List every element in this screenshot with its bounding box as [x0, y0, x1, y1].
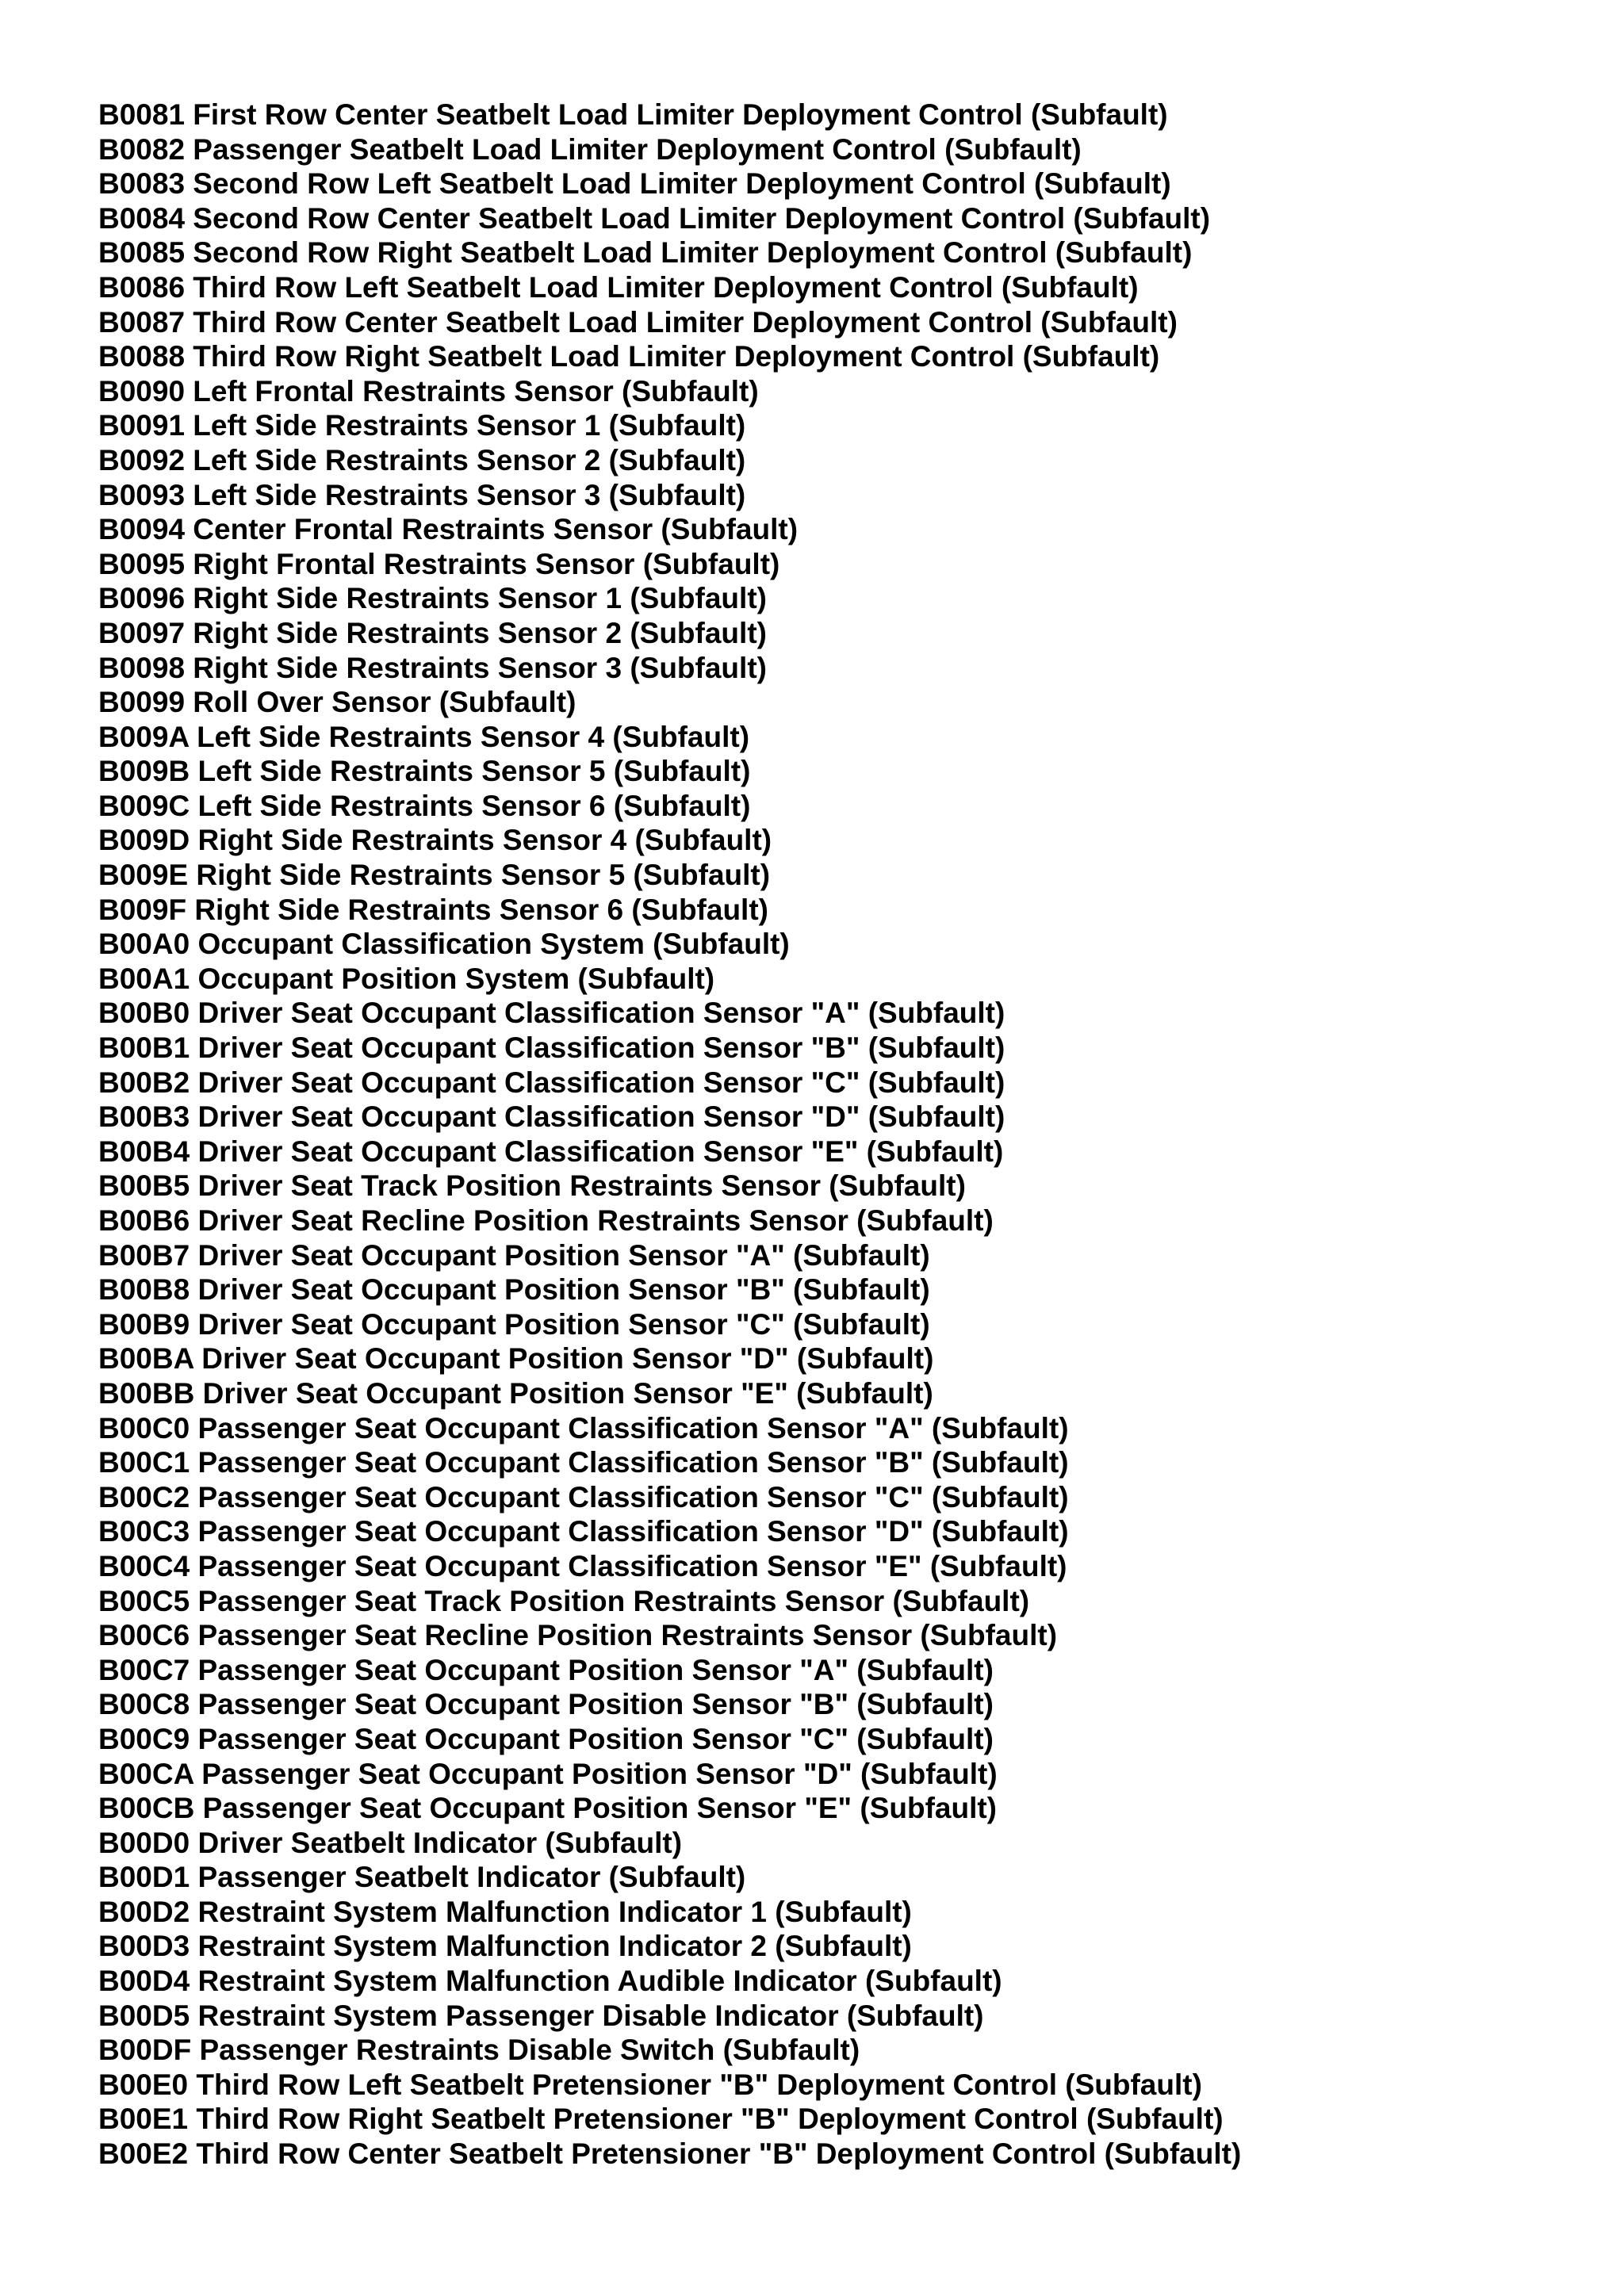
fault-code-line: B00CA Passenger Seat Occupant Position Sensor "D" (Subfault): [98, 1757, 998, 1790]
fault-code-line: B00E2 Third Row Center Seatbelt Pretensioner "B" Deployment Control (Subfault): [98, 2137, 1242, 2171]
fault-code-line: B00C5 Passenger Seat Track Position Restraints Sensor (Subfault): [98, 1584, 1030, 1617]
fault-code-line: B0082 Passenger Seatbelt Load Limiter Deployment Control (Subfault): [98, 132, 1082, 166]
fault-code-line: B00B2 Driver Seat Occupant Classification Sensor "C" (Subfault): [98, 1066, 1005, 1099]
fault-code-line: B00C2 Passenger Seat Occupant Classification Sensor "C" (Subfault): [98, 1480, 1069, 1513]
fault-code-line: B00D1 Passenger Seatbelt Indicator (Subfault): [98, 1861, 746, 1894]
fault-code-line: B00B1 Driver Seat Occupant Classification Sensor "B" (Subfault): [98, 1031, 1005, 1065]
fault-code-line: B00B7 Driver Seat Occupant Position Sensor "A" (Subfault): [98, 1238, 930, 1272]
fault-code-line: B0099 Roll Over Sensor (Subfault): [98, 686, 576, 719]
fault-code-line: B00B5 Driver Seat Track Position Restraints Sensor (Subfault): [98, 1169, 966, 1203]
fault-code-line: B0086 Third Row Left Seatbelt Load Limiter Deployment Control (Subfault): [98, 270, 1139, 304]
fault-code-line: B00D5 Restraint System Passenger Disable Indicator (Subfault): [98, 1999, 984, 2032]
fault-code-line: B0084 Second Row Center Seatbelt Load Limiter Deployment Control (Subfault): [98, 201, 1211, 235]
fault-code-line: B00BA Driver Seat Occupant Position Sensor "D" (Subfault): [98, 1342, 934, 1376]
fault-code-line: B009E Right Side Restraints Sensor 5 (Subfault): [98, 859, 771, 892]
fault-code-line: B0098 Right Side Restraints Sensor 3 (Subfault): [98, 651, 767, 684]
fault-code-line: B00DF Passenger Restraints Disable Switch (Subfault): [98, 2034, 860, 2067]
fault-code-line: B00B6 Driver Seat Recline Position Restraints Sensor (Subfault): [98, 1204, 994, 1237]
fault-code-line: B00C9 Passenger Seat Occupant Position Sensor "C" (Subfault): [98, 1722, 994, 1755]
fault-code-line: B0090 Left Frontal Restraints Sensor (Subfault): [98, 374, 759, 408]
fault-code-line: B0094 Center Frontal Restraints Sensor (Subfault): [98, 513, 799, 546]
fault-code-line: B00C7 Passenger Seat Occupant Position Sensor "A" (Subfault): [98, 1653, 994, 1686]
fault-code-line: B00C0 Passenger Seat Occupant Classification Sensor "A" (Subfault): [98, 1411, 1069, 1445]
fault-code-line: B00B0 Driver Seat Occupant Classification Sensor "A" (Subfault): [98, 997, 1005, 1030]
fault-code-line: B00B9 Driver Seat Occupant Position Sensor "C" (Subfault): [98, 1307, 930, 1341]
fault-code-line: B0096 Right Side Restraints Sensor 1 (Subfault): [98, 582, 767, 615]
fault-code-line: B009C Left Side Restraints Sensor 6 (Subfault): [98, 789, 751, 822]
fault-code-line: B00C6 Passenger Seat Recline Position Restraints Sensor (Subfault): [98, 1619, 1058, 1652]
fault-code-line: B0095 Right Frontal Restraints Sensor (Subfault): [98, 547, 780, 580]
fault-code-line: B0087 Third Row Center Seatbelt Load Limiter Deployment Control (Subfault): [98, 305, 1178, 339]
fault-code-line: B00A1 Occupant Position System (Subfault): [98, 962, 715, 995]
fault-code-line: B00C3 Passenger Seat Occupant Classification Sensor "D" (Subfault): [98, 1515, 1069, 1548]
fault-code-line: B009A Left Side Restraints Sensor 4 (Subfault): [98, 720, 750, 753]
fault-code-line: B00E1 Third Row Right Seatbelt Pretensioner "B" Deployment Control (Subfault): [98, 2103, 1224, 2136]
fault-code-line: B0093 Left Side Restraints Sensor 3 (Subfault): [98, 478, 746, 511]
fault-code-line: B00D3 Restraint System Malfunction Indicator 2 (Subfault): [98, 1930, 912, 1963]
fault-code-line: B0085 Second Row Right Seatbelt Load Limiter Deployment Control (Subfault): [98, 236, 1193, 270]
fault-code-line: B00B3 Driver Seat Occupant Classification Sensor "D" (Subfault): [98, 1100, 1005, 1134]
fault-code-line: B00A0 Occupant Classification System (Subfault): [98, 928, 790, 961]
fault-code-line: B0092 Left Side Restraints Sensor 2 (Subfault): [98, 443, 746, 476]
fault-code-line: B00D0 Driver Seatbelt Indicator (Subfault): [98, 1826, 683, 1859]
fault-code-line: B0091 Left Side Restraints Sensor 1 (Subfault): [98, 409, 746, 442]
fault-code-line: B00E0 Third Row Left Seatbelt Pretensioner "B" Deployment Control (Subfault): [98, 2068, 1202, 2101]
fault-code-line: B0081 First Row Center Seatbelt Load Limiter Deployment Control (Subfault): [98, 98, 1168, 131]
fault-code-line: B009B Left Side Restraints Sensor 5 (Subfault): [98, 755, 751, 788]
fault-code-line: B00D2 Restraint System Malfunction Indicator 1 (Subfault): [98, 1895, 912, 1928]
fault-code-line: B0088 Third Row Right Seatbelt Load Limiter Deployment Control (Subfault): [98, 340, 1160, 373]
fault-code-line: B00C8 Passenger Seat Occupant Position Sensor "B" (Subfault): [98, 1688, 994, 1721]
fault-code-line: B00B8 Driver Seat Occupant Position Sensor "B" (Subfault): [98, 1273, 930, 1307]
fault-code-line: B00CB Passenger Seat Occupant Position Sensor "E" (Subfault): [98, 1792, 997, 1825]
fault-code-line: B00B4 Driver Seat Occupant Classification Sensor "E" (Subfault): [98, 1135, 1004, 1168]
fault-code-line: B00D4 Restraint System Malfunction Audible Indicator (Subfault): [98, 1965, 1002, 1998]
fault-code-line: B009F Right Side Restraints Sensor 6 (Subfault): [98, 893, 768, 926]
fault-code-line: B00C1 Passenger Seat Occupant Classification Sensor "B" (Subfault): [98, 1446, 1069, 1479]
fault-code-line: B0097 Right Side Restraints Sensor 2 (Subfault): [98, 616, 767, 649]
fault-code-line: B00C4 Passenger Seat Occupant Classification Sensor "E" (Subfault): [98, 1549, 1067, 1582]
fault-code-line: B009D Right Side Restraints Sensor 4 (Subfault): [98, 824, 772, 857]
fault-code-list: [98, 98, 1589, 2172]
document-page: [98, 98, 1589, 2172]
fault-code-line: B00BB Driver Seat Occupant Position Sensor "E" (Subfault): [98, 1376, 933, 1410]
fault-code-line: B0083 Second Row Left Seatbelt Load Limiter Deployment Control (Subfault): [98, 167, 1171, 201]
